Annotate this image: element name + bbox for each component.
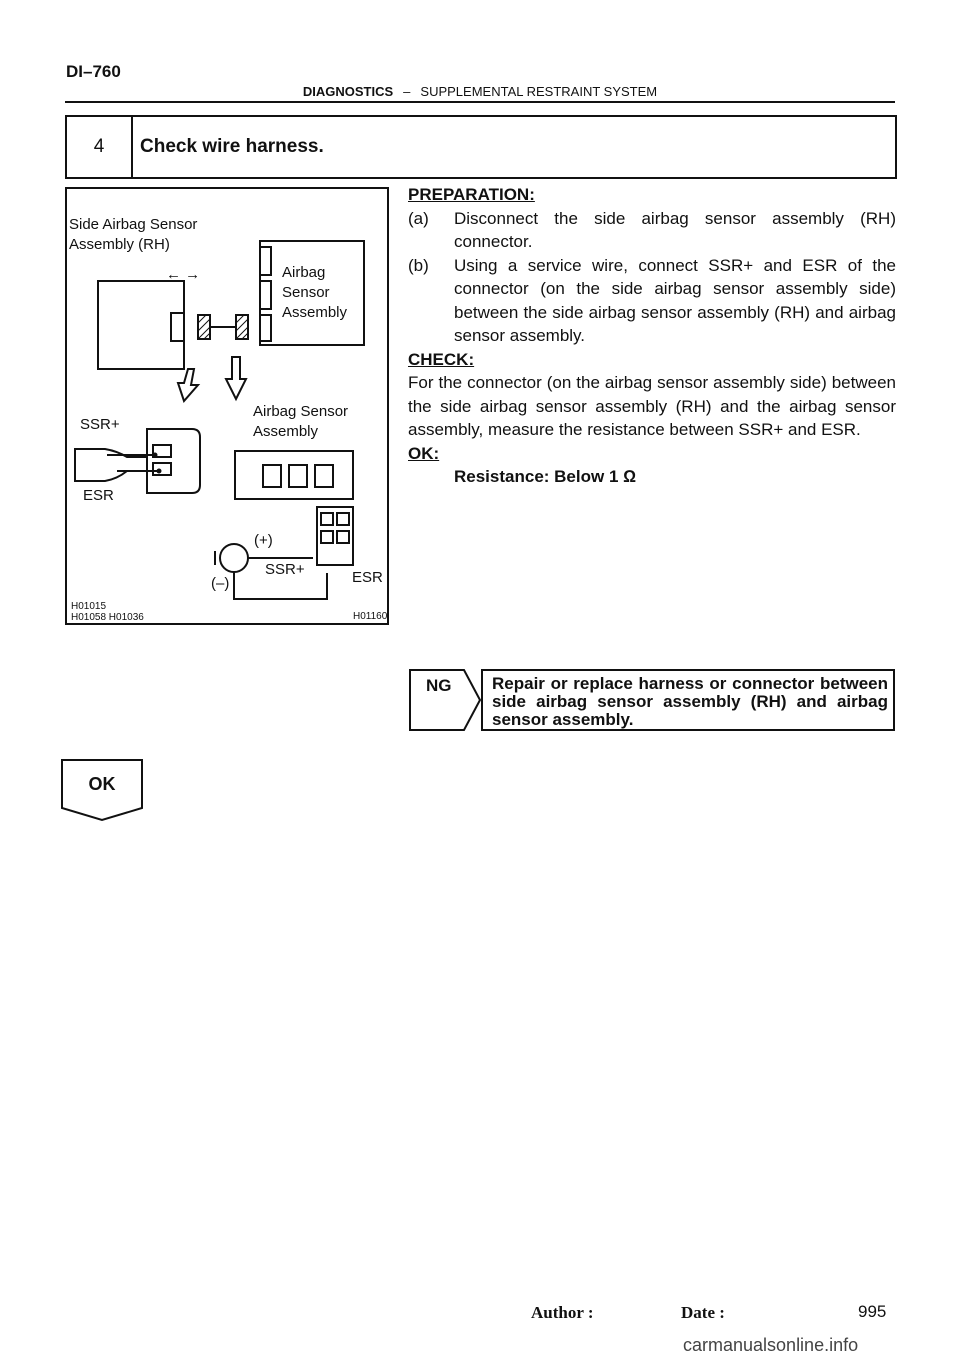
header-subsection: SUPPLEMENTAL RESTRAINT SYSTEM [420, 84, 658, 99]
wiring-figure [65, 187, 389, 625]
watermark: carmanualsonline.info [683, 1335, 859, 1355]
step-number: 4 [67, 117, 133, 177]
label-esr-left: ESR [83, 487, 114, 504]
down-arrow-right [226, 357, 246, 399]
down-arrow-left [178, 369, 198, 401]
label-airbag-sensor-mid: Airbag Sensor Assembly [253, 403, 349, 440]
side-sensor-connector [171, 313, 184, 341]
prep-step-a [408, 207, 896, 254]
step-box [65, 115, 897, 179]
ng-label: NG [426, 676, 452, 695]
prep-step-b [408, 254, 896, 348]
check-heading: CHECK: [408, 349, 475, 369]
header-title [0, 84, 960, 99]
prep-step-a-text: Disconnect the side airbag sensor assembly (RH) connector. [454, 208, 896, 251]
ohmmeter [220, 544, 248, 572]
label-plus: (+) [254, 532, 273, 549]
ng-repair-text: Repair or replace harness or connector between side airbag sensor assembly (RH) and airbag sensor assembly. [492, 674, 888, 729]
header-rule [65, 101, 895, 103]
probe-connector [317, 507, 353, 565]
step-title: Check wire harness. [140, 136, 324, 157]
label-side-airbag-sensor: Side Airbag Sensor Assembly (RH) [69, 216, 198, 253]
header-section: DIAGNOSTICS [302, 84, 394, 99]
label-arrows: ← → [166, 266, 201, 283]
figure-codes-left: H01015 H01058 H01036 [71, 601, 144, 623]
preparation-heading: PREPARATION: [408, 185, 535, 204]
page-id: DI–760 [66, 62, 121, 81]
prep-step-b-text: Using a service wire, connect SSR+ and ESR of the connector (on the side airbag sensor assembly side) between the side airbag sensor assembly (RH) and airbag sensor assembly. [454, 255, 896, 345]
check-text: For the connector (on the airbag sensor assembly side) between the side airbag sensor assembly (RH) and the airbag sensor assembly, measure the resistance between SSR+ and ESR. [408, 373, 896, 439]
middle-connector [235, 451, 353, 499]
figure-code-right: H01160 [353, 611, 388, 622]
label-ssr-bottom: SSR+ [265, 561, 305, 578]
label-ssr-left: SSR+ [80, 416, 120, 433]
ok-heading: OK: [408, 443, 440, 463]
footer-author: Author : [531, 1303, 594, 1322]
ok-tab-label: OK [88, 774, 116, 794]
label-airbag-sensor-top: Airbag Sensor Assembly [282, 264, 348, 321]
resistance-spec: Resistance: Below 1 Ω [454, 467, 637, 486]
header-separator: – [403, 84, 411, 99]
footer-page-number: 995 [858, 1302, 887, 1321]
footer-date: Date : [681, 1303, 725, 1322]
prep-step-a-label: (a) [408, 208, 429, 228]
prep-step-b-label: (b) [408, 255, 429, 275]
label-esr-bottom: ESR [352, 569, 383, 586]
procedure-text [408, 183, 896, 489]
label-minus: (–) [211, 575, 230, 592]
left-connector-body [147, 429, 200, 493]
